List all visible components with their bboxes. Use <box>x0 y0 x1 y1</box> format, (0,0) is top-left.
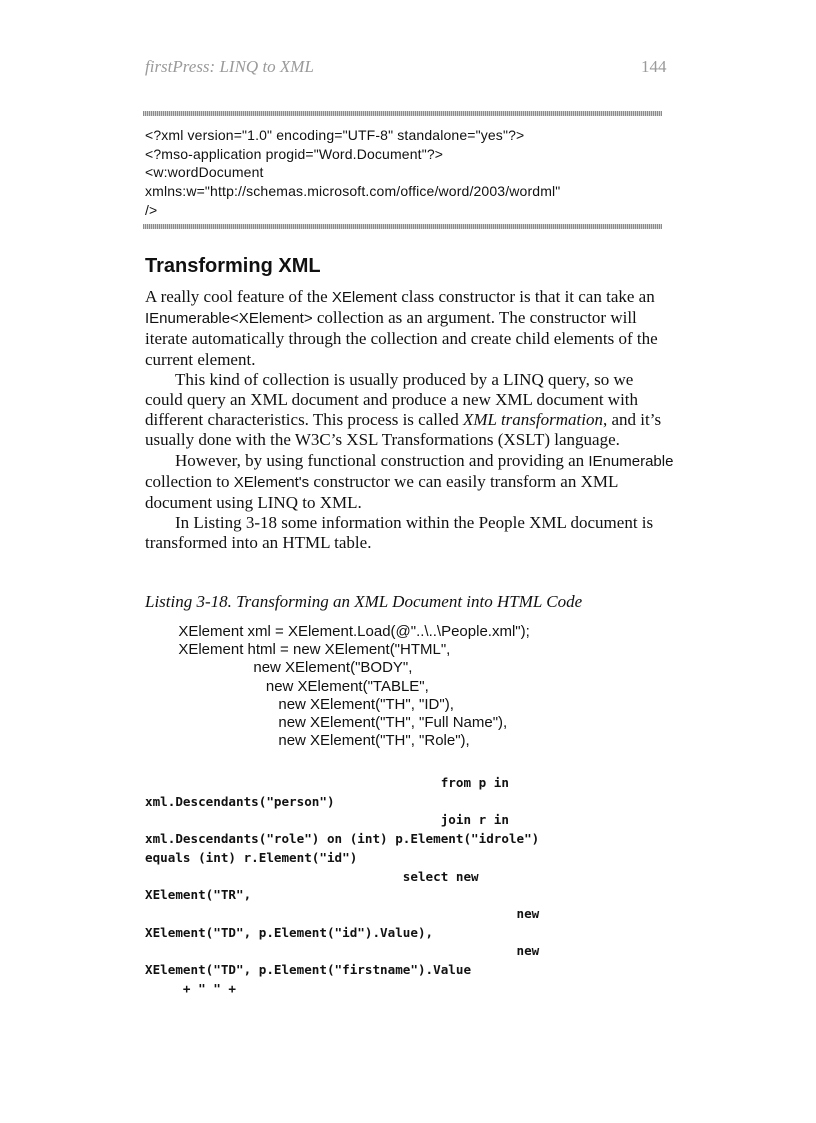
paragraph: A really cool feature of the XElement class constructor is that it can take an IEnumerable<XElement> collection as an argument. The constructor will iterate automatically through the collection and create child elements of the current element. <box>145 287 658 369</box>
listing-code-sans <box>145 623 530 750</box>
code-line: new <box>145 943 540 959</box>
xml-code-example <box>145 126 665 220</box>
code-line: XElement html = new XElement("HTML", <box>145 641 451 659</box>
code-line: new XElement("TH", "Role"), <box>145 732 470 750</box>
inline-code: XElement's <box>233 473 310 491</box>
paragraph: In Listing 3-18 some information within the People XML document is transformed into an HTML table. <box>145 513 654 553</box>
code-line: new XElement("TABLE", <box>145 677 429 695</box>
page-number: 144 <box>641 57 667 76</box>
top-rule <box>143 111 662 116</box>
code-line: XElement("TD", p.Element("id").Value), <box>145 924 434 940</box>
bottom-rule <box>143 224 662 229</box>
code-line: XElement xml = XElement.Load(@"..\..\People.xml"); <box>145 623 530 640</box>
code-line: new XElement("TH", "ID"), <box>145 695 454 713</box>
code-line: equals (int) r.Element("id") <box>145 849 358 865</box>
inline-code: IEnumerable<XElement> <box>145 310 313 328</box>
code-line: xml.Descendants("role") on (int) p.Element("idrole") <box>145 831 540 847</box>
emphasis-term: XML transformation <box>463 410 603 430</box>
section-heading: Transforming XML <box>145 255 321 277</box>
paragraph: This kind of collection is usually produced by a LINQ query, so we could query an XML document and produce a new XML document with different characteristics. This process is called XML transformation, and it’s usually done with the W3C’s XSL Transformations (XSLT) language. <box>145 369 662 450</box>
inline-code: XElement <box>331 289 397 306</box>
code-line: XElement("TR", <box>145 887 252 903</box>
code-line: select new <box>145 868 479 884</box>
code-line: new <box>145 905 540 921</box>
listing-caption: Listing 3-18. Transforming an XML Document into HTML Code <box>145 592 583 611</box>
listing-code-mono <box>145 774 539 998</box>
paragraph: However, by using functional construction and providing an IEnumerable collection to XElement's constructor we can easily transform an XML document using LINQ to XML. <box>145 450 674 513</box>
xml-code-line: <?mso-application progid="Word.Document"?> <box>145 145 444 162</box>
code-line: XElement("TD", p.Element("firstname").Value <box>145 962 472 978</box>
xml-code-line: /> <box>145 201 158 218</box>
code-line: new XElement("BODY", <box>145 659 413 677</box>
code-line: + " " + <box>145 980 236 996</box>
xml-code-line: <?xml version="1.0" encoding="UTF-8" standalone="yes"?> <box>145 127 525 143</box>
code-line: join r in <box>145 812 509 828</box>
code-line: from p in <box>145 775 509 790</box>
code-line: new XElement("TH", "Full Name"), <box>145 714 508 732</box>
running-header-title: firstPress: LINQ to XML <box>145 57 314 76</box>
xml-code-line: xmlns:w="http://schemas.microsoft.com/office/word/2003/wordml" <box>145 183 561 200</box>
code-line: xml.Descendants("person") <box>145 793 335 809</box>
inline-code: IEnumerable <box>588 452 674 470</box>
body-text <box>145 287 675 554</box>
xml-code-line: <w:wordDocument <box>145 164 264 181</box>
